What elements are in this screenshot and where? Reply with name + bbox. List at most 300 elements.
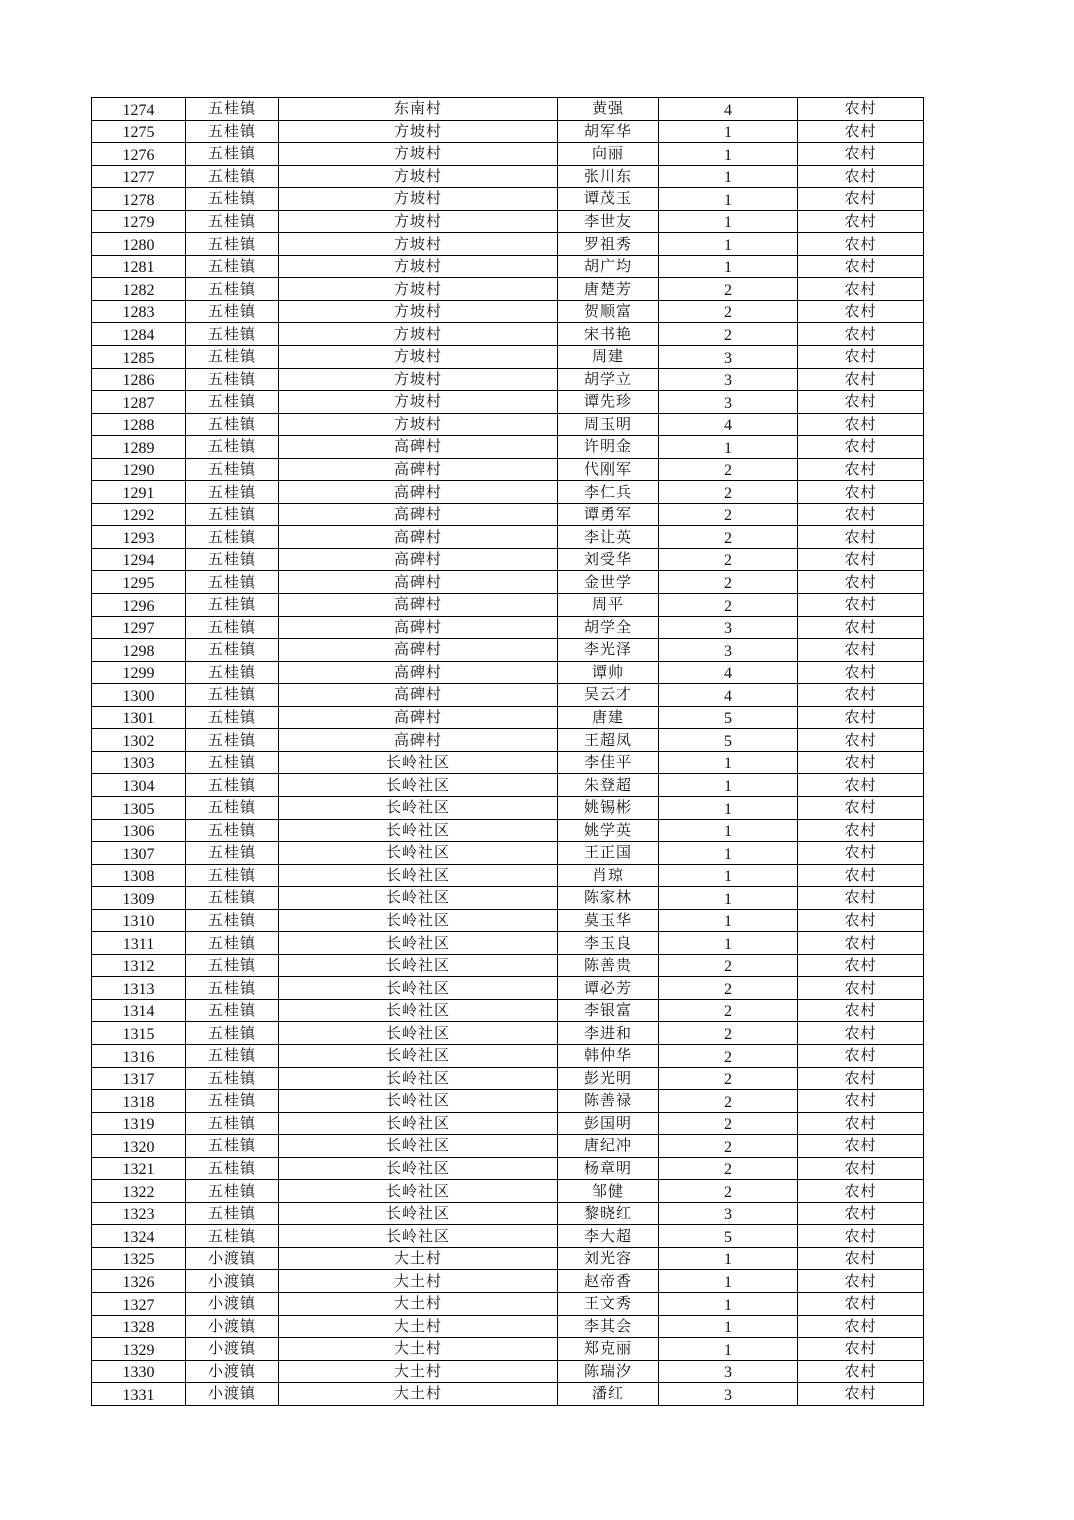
serial-number-cell: 1305: [92, 796, 186, 819]
town-cell: 五桂镇: [186, 1202, 279, 1225]
village-cell: 高碑村: [279, 706, 558, 729]
household-size-cell: 2: [659, 1022, 798, 1045]
name-cell: 胡学立: [558, 368, 659, 391]
table-row: [92, 548, 924, 571]
household-size-cell: 1: [659, 1270, 798, 1293]
table-row: [92, 1112, 924, 1135]
household-size-cell: 1: [659, 1315, 798, 1338]
town-cell: 五桂镇: [186, 1067, 279, 1090]
serial-number-cell: 1326: [92, 1270, 186, 1293]
household-size-cell: 2: [659, 548, 798, 571]
village-cell: 方坡村: [279, 165, 558, 188]
town-cell: 五桂镇: [186, 594, 279, 617]
town-cell: 五桂镇: [186, 165, 279, 188]
serial-number-cell: 1322: [92, 1180, 186, 1203]
town-cell: 五桂镇: [186, 346, 279, 369]
town-cell: 小渡镇: [186, 1338, 279, 1361]
household-size-cell: 2: [659, 481, 798, 504]
town-cell: 五桂镇: [186, 729, 279, 752]
household-size-cell: 5: [659, 729, 798, 752]
name-cell: 郑克丽: [558, 1338, 659, 1361]
village-cell: 方坡村: [279, 210, 558, 233]
village-cell: 方坡村: [279, 233, 558, 256]
area-type-cell: 农村: [798, 323, 924, 346]
name-cell: 周平: [558, 594, 659, 617]
area-type-cell: 农村: [798, 98, 924, 121]
table-row: [92, 977, 924, 1000]
village-cell: 长岭社区: [279, 909, 558, 932]
town-cell: 小渡镇: [186, 1383, 279, 1406]
area-type-cell: 农村: [798, 300, 924, 323]
household-table: [91, 97, 924, 1406]
name-cell: 姚学英: [558, 819, 659, 842]
village-cell: 方坡村: [279, 413, 558, 436]
serial-number-cell: 1300: [92, 684, 186, 707]
household-size-cell: 2: [659, 503, 798, 526]
town-cell: 五桂镇: [186, 188, 279, 211]
household-size-cell: 2: [659, 458, 798, 481]
table-row: [92, 1360, 924, 1383]
serial-number-cell: 1282: [92, 278, 186, 301]
town-cell: 五桂镇: [186, 120, 279, 143]
name-cell: 谭必芳: [558, 977, 659, 1000]
village-cell: 长岭社区: [279, 1022, 558, 1045]
table-row: [92, 1270, 924, 1293]
town-cell: 五桂镇: [186, 436, 279, 459]
area-type-cell: 农村: [798, 1315, 924, 1338]
town-cell: 五桂镇: [186, 278, 279, 301]
serial-number-cell: 1321: [92, 1157, 186, 1180]
serial-number-cell: 1316: [92, 1044, 186, 1067]
table-row: [92, 909, 924, 932]
serial-number-cell: 1289: [92, 436, 186, 459]
serial-number-cell: 1283: [92, 300, 186, 323]
name-cell: 唐建: [558, 706, 659, 729]
name-cell: 李世友: [558, 210, 659, 233]
table-row: [92, 300, 924, 323]
town-cell: 五桂镇: [186, 458, 279, 481]
village-cell: 长岭社区: [279, 1180, 558, 1203]
table-row: [92, 1044, 924, 1067]
name-cell: 姚锡彬: [558, 796, 659, 819]
name-cell: 宋书艳: [558, 323, 659, 346]
table-row: [92, 143, 924, 166]
household-size-cell: 2: [659, 999, 798, 1022]
town-cell: 五桂镇: [186, 1044, 279, 1067]
household-size-cell: 2: [659, 594, 798, 617]
serial-number-cell: 1298: [92, 639, 186, 662]
table-row: [92, 188, 924, 211]
household-size-cell: 1: [659, 774, 798, 797]
town-cell: 小渡镇: [186, 1360, 279, 1383]
village-cell: 高碑村: [279, 526, 558, 549]
village-cell: 长岭社区: [279, 774, 558, 797]
name-cell: 李仁兵: [558, 481, 659, 504]
table-row: [92, 278, 924, 301]
town-cell: 五桂镇: [186, 503, 279, 526]
table-row: [92, 571, 924, 594]
serial-number-cell: 1327: [92, 1292, 186, 1315]
name-cell: 彭国明: [558, 1112, 659, 1135]
household-size-cell: 2: [659, 954, 798, 977]
table-row: [92, 1383, 924, 1406]
area-type-cell: 农村: [798, 909, 924, 932]
table-row: [92, 210, 924, 233]
village-cell: 高碑村: [279, 571, 558, 594]
village-cell: 高碑村: [279, 503, 558, 526]
area-type-cell: 农村: [798, 954, 924, 977]
area-type-cell: 农村: [798, 842, 924, 865]
name-cell: 李让英: [558, 526, 659, 549]
village-cell: 方坡村: [279, 278, 558, 301]
household-size-cell: 1: [659, 210, 798, 233]
name-cell: 王文秀: [558, 1292, 659, 1315]
household-size-cell: 3: [659, 639, 798, 662]
area-type-cell: 农村: [798, 1112, 924, 1135]
village-cell: 大土村: [279, 1270, 558, 1293]
serial-number-cell: 1320: [92, 1135, 186, 1158]
town-cell: 五桂镇: [186, 684, 279, 707]
village-cell: 高碑村: [279, 548, 558, 571]
serial-number-cell: 1301: [92, 706, 186, 729]
name-cell: 唐楚芳: [558, 278, 659, 301]
serial-number-cell: 1291: [92, 481, 186, 504]
name-cell: 刘受华: [558, 548, 659, 571]
village-cell: 大土村: [279, 1360, 558, 1383]
name-cell: 刘光容: [558, 1247, 659, 1270]
town-cell: 五桂镇: [186, 1022, 279, 1045]
household-size-cell: 1: [659, 796, 798, 819]
name-cell: 胡军华: [558, 120, 659, 143]
area-type-cell: 农村: [798, 278, 924, 301]
village-cell: 长岭社区: [279, 1135, 558, 1158]
area-type-cell: 农村: [798, 503, 924, 526]
serial-number-cell: 1317: [92, 1067, 186, 1090]
area-type-cell: 农村: [798, 1383, 924, 1406]
table-row: [92, 413, 924, 436]
town-cell: 五桂镇: [186, 932, 279, 955]
area-type-cell: 农村: [798, 887, 924, 910]
table-row: [92, 796, 924, 819]
name-cell: 周玉明: [558, 413, 659, 436]
town-cell: 五桂镇: [186, 1090, 279, 1113]
table-row: [92, 1157, 924, 1180]
area-type-cell: 农村: [798, 458, 924, 481]
area-type-cell: 农村: [798, 346, 924, 369]
area-type-cell: 农村: [798, 255, 924, 278]
table-row: [92, 436, 924, 459]
village-cell: 大土村: [279, 1383, 558, 1406]
area-type-cell: 农村: [798, 684, 924, 707]
town-cell: 五桂镇: [186, 751, 279, 774]
table-row: [92, 616, 924, 639]
area-type-cell: 农村: [798, 391, 924, 414]
area-type-cell: 农村: [798, 413, 924, 436]
village-cell: 长岭社区: [279, 932, 558, 955]
household-size-cell: 1: [659, 819, 798, 842]
serial-number-cell: 1319: [92, 1112, 186, 1135]
table-row: [92, 774, 924, 797]
area-type-cell: 农村: [798, 210, 924, 233]
household-size-cell: 1: [659, 1247, 798, 1270]
serial-number-cell: 1308: [92, 864, 186, 887]
household-size-cell: 2: [659, 1180, 798, 1203]
serial-number-cell: 1299: [92, 661, 186, 684]
serial-number-cell: 1324: [92, 1225, 186, 1248]
village-cell: 高碑村: [279, 594, 558, 617]
name-cell: 陈瑞汐: [558, 1360, 659, 1383]
name-cell: 罗祖秀: [558, 233, 659, 256]
serial-number-cell: 1304: [92, 774, 186, 797]
household-size-cell: 2: [659, 1157, 798, 1180]
village-cell: 长岭社区: [279, 1225, 558, 1248]
name-cell: 李玉良: [558, 932, 659, 955]
table-row: [92, 458, 924, 481]
serial-number-cell: 1331: [92, 1383, 186, 1406]
area-type-cell: 农村: [798, 751, 924, 774]
town-cell: 五桂镇: [186, 796, 279, 819]
serial-number-cell: 1277: [92, 165, 186, 188]
table-row: [92, 1202, 924, 1225]
household-size-cell: 4: [659, 98, 798, 121]
serial-number-cell: 1315: [92, 1022, 186, 1045]
village-cell: 方坡村: [279, 120, 558, 143]
village-cell: 方坡村: [279, 323, 558, 346]
town-cell: 五桂镇: [186, 887, 279, 910]
village-cell: 长岭社区: [279, 819, 558, 842]
table-row: [92, 887, 924, 910]
area-type-cell: 农村: [798, 932, 924, 955]
town-cell: 五桂镇: [186, 864, 279, 887]
village-cell: 长岭社区: [279, 954, 558, 977]
name-cell: 陈善禄: [558, 1090, 659, 1113]
table-body: [92, 98, 924, 1406]
town-cell: 五桂镇: [186, 413, 279, 436]
serial-number-cell: 1311: [92, 932, 186, 955]
serial-number-cell: 1294: [92, 548, 186, 571]
name-cell: 代刚军: [558, 458, 659, 481]
village-cell: 大土村: [279, 1315, 558, 1338]
serial-number-cell: 1297: [92, 616, 186, 639]
name-cell: 潘红: [558, 1383, 659, 1406]
area-type-cell: 农村: [798, 368, 924, 391]
name-cell: 胡学全: [558, 616, 659, 639]
village-cell: 方坡村: [279, 300, 558, 323]
town-cell: 五桂镇: [186, 368, 279, 391]
name-cell: 莫玉华: [558, 909, 659, 932]
table-row: [92, 999, 924, 1022]
village-cell: 高碑村: [279, 661, 558, 684]
town-cell: 五桂镇: [186, 481, 279, 504]
name-cell: 李大超: [558, 1225, 659, 1248]
serial-number-cell: 1276: [92, 143, 186, 166]
name-cell: 吴云才: [558, 684, 659, 707]
village-cell: 长岭社区: [279, 1202, 558, 1225]
serial-number-cell: 1288: [92, 413, 186, 436]
town-cell: 五桂镇: [186, 548, 279, 571]
table-row: [92, 481, 924, 504]
household-size-cell: 2: [659, 1112, 798, 1135]
area-type-cell: 农村: [798, 1338, 924, 1361]
area-type-cell: 农村: [798, 729, 924, 752]
table-row: [92, 1292, 924, 1315]
household-size-cell: 2: [659, 278, 798, 301]
household-size-cell: 5: [659, 706, 798, 729]
area-type-cell: 农村: [798, 1090, 924, 1113]
name-cell: 赵帝香: [558, 1270, 659, 1293]
village-cell: 长岭社区: [279, 842, 558, 865]
name-cell: 周建: [558, 346, 659, 369]
name-cell: 黎晓红: [558, 1202, 659, 1225]
area-type-cell: 农村: [798, 1360, 924, 1383]
household-size-cell: 3: [659, 391, 798, 414]
serial-number-cell: 1287: [92, 391, 186, 414]
serial-number-cell: 1285: [92, 346, 186, 369]
table-row: [92, 751, 924, 774]
area-type-cell: 农村: [798, 1202, 924, 1225]
name-cell: 黄强: [558, 98, 659, 121]
household-size-cell: 1: [659, 887, 798, 910]
town-cell: 五桂镇: [186, 819, 279, 842]
village-cell: 长岭社区: [279, 751, 558, 774]
table-row: [92, 1338, 924, 1361]
household-size-cell: 2: [659, 1135, 798, 1158]
table-row: [92, 1180, 924, 1203]
table-row: [92, 165, 924, 188]
household-size-cell: 3: [659, 1360, 798, 1383]
town-cell: 五桂镇: [186, 1180, 279, 1203]
area-type-cell: 农村: [798, 999, 924, 1022]
village-cell: 长岭社区: [279, 1112, 558, 1135]
serial-number-cell: 1293: [92, 526, 186, 549]
table-row: [92, 661, 924, 684]
town-cell: 五桂镇: [186, 661, 279, 684]
name-cell: 李光泽: [558, 639, 659, 662]
household-size-cell: 4: [659, 684, 798, 707]
name-cell: 谭勇军: [558, 503, 659, 526]
table-row: [92, 233, 924, 256]
serial-number-cell: 1325: [92, 1247, 186, 1270]
town-cell: 五桂镇: [186, 210, 279, 233]
village-cell: 高碑村: [279, 481, 558, 504]
village-cell: 长岭社区: [279, 1090, 558, 1113]
town-cell: 五桂镇: [186, 323, 279, 346]
household-size-cell: 2: [659, 300, 798, 323]
town-cell: 五桂镇: [186, 774, 279, 797]
area-type-cell: 农村: [798, 639, 924, 662]
area-type-cell: 农村: [798, 165, 924, 188]
name-cell: 李其会: [558, 1315, 659, 1338]
name-cell: 陈善贵: [558, 954, 659, 977]
town-cell: 五桂镇: [186, 571, 279, 594]
household-size-cell: 1: [659, 255, 798, 278]
area-type-cell: 农村: [798, 774, 924, 797]
area-type-cell: 农村: [798, 594, 924, 617]
village-cell: 长岭社区: [279, 999, 558, 1022]
town-cell: 小渡镇: [186, 1292, 279, 1315]
village-cell: 长岭社区: [279, 1157, 558, 1180]
table-row: [92, 932, 924, 955]
household-size-cell: 1: [659, 165, 798, 188]
household-size-cell: 1: [659, 436, 798, 459]
village-cell: 高碑村: [279, 458, 558, 481]
name-cell: 胡广均: [558, 255, 659, 278]
name-cell: 贺顺富: [558, 300, 659, 323]
area-type-cell: 农村: [798, 1022, 924, 1045]
area-type-cell: 农村: [798, 796, 924, 819]
village-cell: 方坡村: [279, 188, 558, 211]
table-row: [92, 1247, 924, 1270]
household-size-cell: 1: [659, 842, 798, 865]
table-row: [92, 639, 924, 662]
serial-number-cell: 1290: [92, 458, 186, 481]
table-row: [92, 120, 924, 143]
table-row: [92, 1315, 924, 1338]
town-cell: 五桂镇: [186, 639, 279, 662]
serial-number-cell: 1318: [92, 1090, 186, 1113]
table-row: [92, 706, 924, 729]
serial-number-cell: 1323: [92, 1202, 186, 1225]
town-cell: 五桂镇: [186, 842, 279, 865]
village-cell: 长岭社区: [279, 796, 558, 819]
household-size-cell: 2: [659, 1067, 798, 1090]
table-row: [92, 255, 924, 278]
village-cell: 高碑村: [279, 436, 558, 459]
name-cell: 李进和: [558, 1022, 659, 1045]
household-size-cell: 2: [659, 1090, 798, 1113]
serial-number-cell: 1330: [92, 1360, 186, 1383]
town-cell: 五桂镇: [186, 999, 279, 1022]
area-type-cell: 农村: [798, 1247, 924, 1270]
table-row: [92, 954, 924, 977]
serial-number-cell: 1281: [92, 255, 186, 278]
village-cell: 长岭社区: [279, 887, 558, 910]
household-size-cell: 2: [659, 1044, 798, 1067]
name-cell: 彭光明: [558, 1067, 659, 1090]
name-cell: 陈家林: [558, 887, 659, 910]
table-row: [92, 503, 924, 526]
household-size-cell: 4: [659, 661, 798, 684]
table-row: [92, 98, 924, 121]
area-type-cell: 农村: [798, 436, 924, 459]
name-cell: 许明金: [558, 436, 659, 459]
town-cell: 五桂镇: [186, 954, 279, 977]
table-row: [92, 594, 924, 617]
name-cell: 邹健: [558, 1180, 659, 1203]
household-size-cell: 2: [659, 323, 798, 346]
household-size-cell: 2: [659, 977, 798, 1000]
serial-number-cell: 1303: [92, 751, 186, 774]
name-cell: 王正国: [558, 842, 659, 865]
village-cell: 大土村: [279, 1247, 558, 1270]
name-cell: 李银富: [558, 999, 659, 1022]
village-cell: 长岭社区: [279, 1067, 558, 1090]
household-size-cell: 1: [659, 932, 798, 955]
serial-number-cell: 1313: [92, 977, 186, 1000]
village-cell: 方坡村: [279, 143, 558, 166]
table-row: [92, 819, 924, 842]
serial-number-cell: 1278: [92, 188, 186, 211]
serial-number-cell: 1310: [92, 909, 186, 932]
household-size-cell: 3: [659, 1202, 798, 1225]
name-cell: 韩仲华: [558, 1044, 659, 1067]
table-row: [92, 864, 924, 887]
household-size-cell: 1: [659, 751, 798, 774]
town-cell: 五桂镇: [186, 616, 279, 639]
area-type-cell: 农村: [798, 1270, 924, 1293]
table-row: [92, 368, 924, 391]
serial-number-cell: 1280: [92, 233, 186, 256]
